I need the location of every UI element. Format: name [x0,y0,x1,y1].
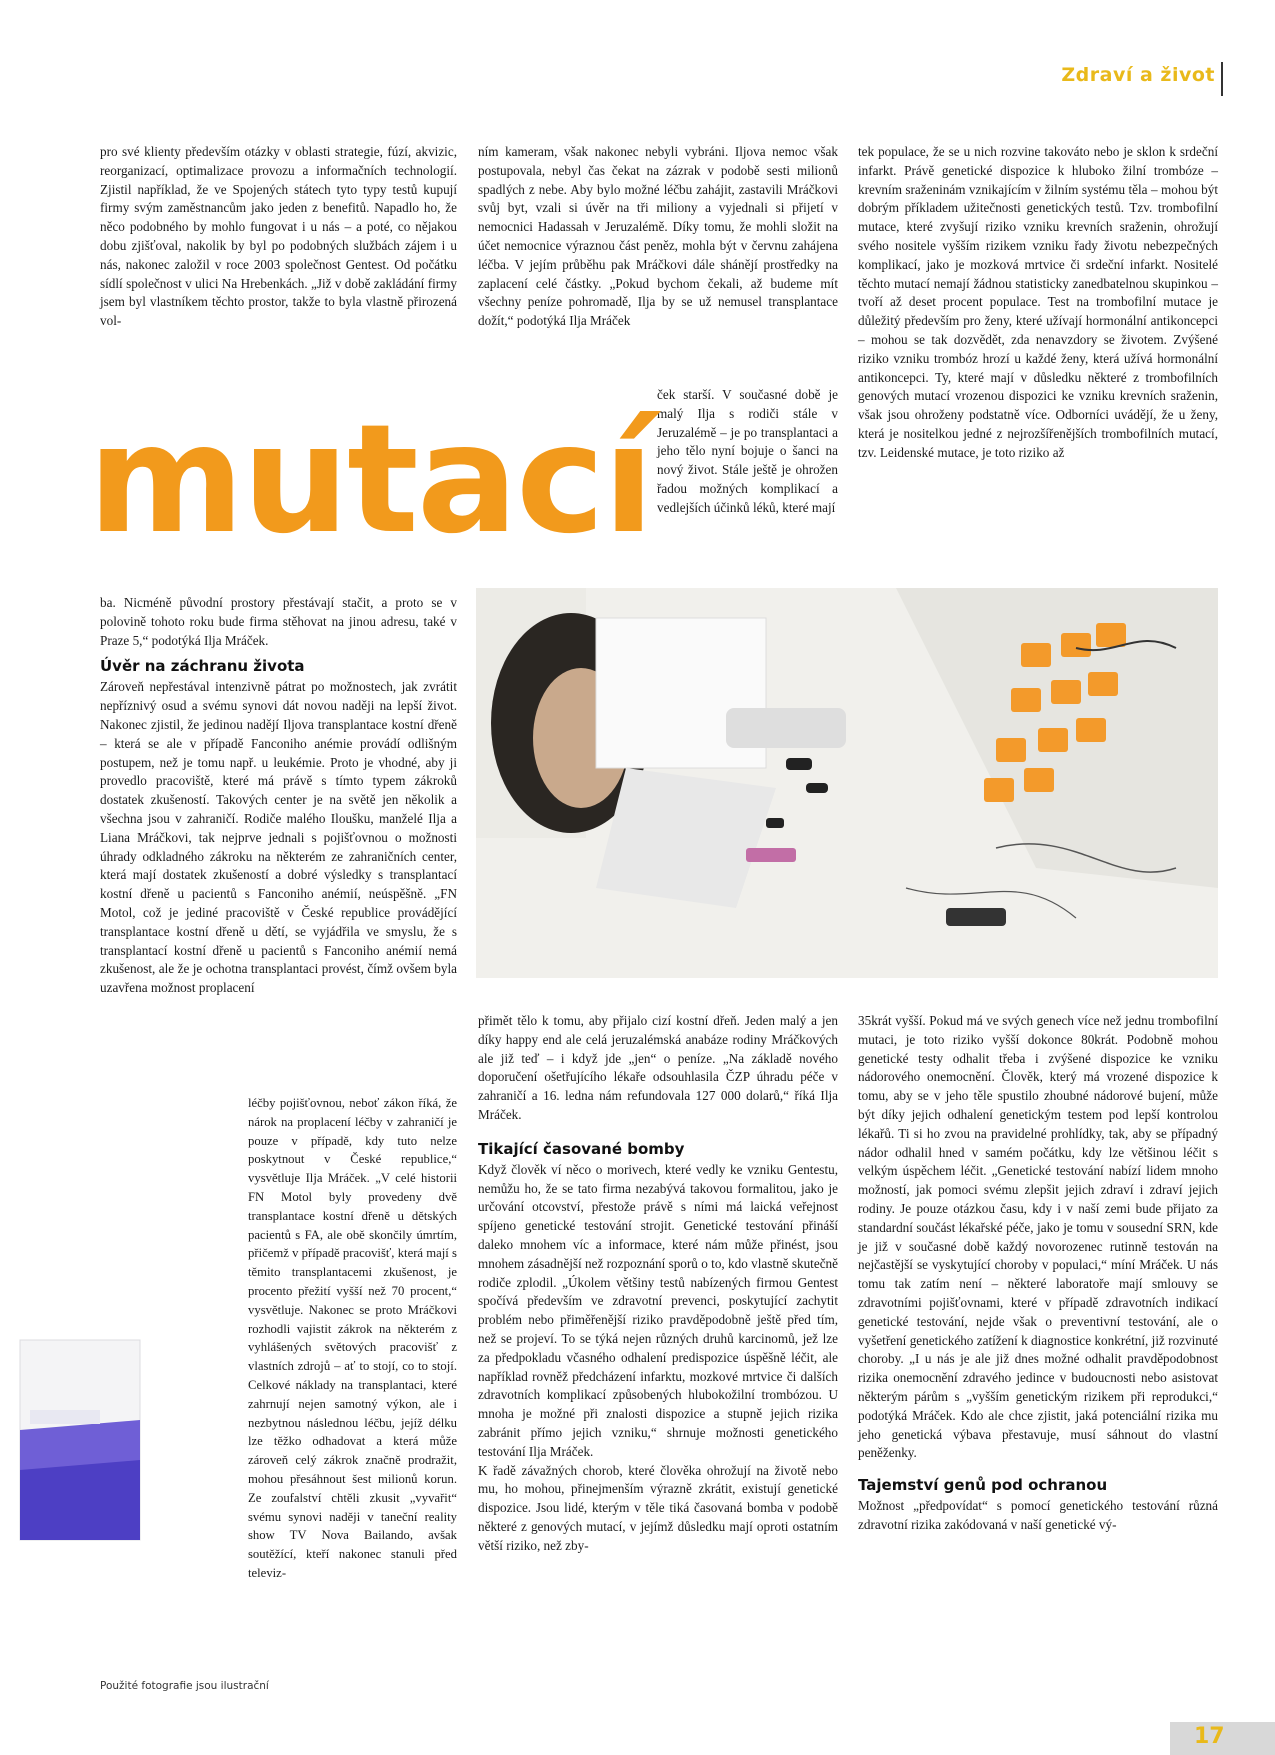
lab-photo [476,588,1218,978]
paragraph: ček starší. V současné době je malý Ilja s rodiči stále v Jeruzalémě – je po transplantaci a jeho tělo nyní bojuje o šanci na nový život. Stále ještě je ohrožen řadou možných komplikací a vedlejších účinků léků, které mají [657,387,838,515]
subheading: Tajemství genů pod ochranou [858,1476,1108,1495]
column-2-bottom [478,1012,838,1556]
subheading: Úvěr na záchranu života [100,657,305,676]
paragraph: ním kameram, však nakonec nebyli vybráni. Iljova nemoc však postupovala, nebyl čas čekat na zázrak v podobě sesti milionů spadlých z nebe. Aby bylo možné léčbu zahájit, zastavili Mráčkovi svůj byt, vzali si úvěr na tři miliony a vyjednali si přijetí v nemocnici Hadassah v Jeruzalémě. Díky tomu, že mohli složit na účet nemocnice výraznou část peněz, mohla být v červnu zahájena léčba. V jejím průběhu pak Mráčkovi dále shánějí prostředky na zaplacení celé částky. „Pokud bychom čekali, až budeme mít všechny peníze pohromadě, Ilja by se už nemusel transplantace dožít,“ podotýká Ilja Mráček [478,144,838,329]
section-label: Zdraví a život [1061,64,1215,86]
paragraph: tek populace, že se u nich rozvine takováto nebo je sklon k srdeční infarkt. Právě genetické dispozice k hluboko žilní trombóze – krevním sraženinám vznikajícím v žilním systému těla – mohou být dobrým příkladem užitečnosti genetických testů. Tzv. trombofilní mutace, které zvyšují riziko vzniku krevních sraženin, ohrožují svého nositele vyšším rizikem vzniku řady životu nebezpečných komplikací, jako je mozková mrtvice či srdeční infarkt. Nositelé těchto mutací nemají žádnou statisticky zanedbatelnou skupinkou – tvoří až deset procent populace. Test na trombofilní mutace je důležitý především pro ženy, které užívají hormonální antikoncepci – mohou se tak dozvědět, zda nenavzdory se životem. Zvýšené riziko vzniku trombóz hrozí u každé ženy, která užívá hormonální antikoncepci. Ty, které mají v důsledku některé z trombofilních genových mutací vrozenou dispozici ke vzniku krevních sraženin, však jsou ohroženy podstatně více. Odborníci uvádějí, že u ženy, která je nositelkou jedné z nejrozšířenějších trombofilních mutací, tzv. Leidenské mutace, je toto riziko až [858,144,1218,460]
paragraph: přimět tělo k tomu, aby přijalo cizí kostní dřeň. Jeden malý a jen díky happy end ale celá jeruzalémská anabáze rodiny Mráčkových ale již teď – i když jde „jen“ o peníze. „Na základě nového doporučení ošetřujícího lékaře odsouhlasila ČZP úhradu péče v zahraničí a 16. ledna nám refundovala 127 000 dolarů,“ říká Ilja Mráček. [478,1013,838,1122]
headline-word: mutací [88,393,653,567]
page-number-box [1170,1722,1275,1755]
column-1-mid [100,594,457,998]
subheading: Tikající časované bomby [478,1139,685,1158]
paragraph: Možnost „předpovídat“ s pomocí genetického testování různá zdravotní rizika zakódovaná v naší genetické vý- [858,1498,1218,1532]
paragraph: K řadě závažných chorob, které člověka ohrožují na životě nebo mu, ho mohou, přinejmenším výrazně zkrátit, existují genetické dispozice. Jsou lidé, kterým v těle tiká časovaná bomba v podobě některé z genových mutací, v jejímž důsledku mají oproti ostatním větší riziko, než zby- [478,1462,838,1553]
column-1-top [100,143,457,331]
column-3-bottom [858,1012,1218,1535]
photo-caption: Použité fotografie jsou ilustrační [100,1680,269,1692]
column-1-bottom [248,1094,457,1583]
column-2-mid [657,386,838,518]
flask-illustration [0,1300,165,1590]
paragraph: Když člověk ví něco o morivech, které vedly ke vzniku Gentestu, nemůžu ho, že se tato firma nezabývá takovou formalitou, jako je určování otcovství, přestože právě s ními má laická veřejnost spíjeno genetické testování strojit. Genetické testování přináší daleko mnohem víc a informace, které nám může přinést, jsou mnohem zásadnější než rozpoznání sporů o to, kdo vlastně skutečně rodiče zplodil. „Úkolem většiny testů nabízených firmou Gentest spočívá především ve zdravotní prevenci, poskytující zachytit problém nebo přiměřenější riziko pravděpodobně ještě před tím, než se projeví. To se týká nejen různých druhů karcinomů, jež lze za předpokladu včasného odhalení predispozice úspěšně léčit, ale například rovněž předcházení infarktu, mozkové mrtvice či dalších zdravotních komplikací způsobených hlubokožilní trombózou. U mnoha je možné při znalosti dispozice a stupně jejich rizika zabránit přímo jejich vzniku,“ shrnuje možnosti genetického testování Ilja Mráček. [478,1161,838,1459]
column-2-top [478,143,838,331]
page-number: 17 [1194,1724,1225,1749]
paragraph: Zároveň nepřestával intenzivně pátrat po možnostech, jak zvrátit nepříznivý osud a svému synovi dát novou naději na lepší život. Nakonec zjistil, že jedinou nadějí Iljova transplantace kostní dřeně – která se ale v případě Fanconiho anémie provádí odlišným postupem, než je tomu např. u leukémie. Proto je vhodné, aby ji provedlo pracoviště, které má právě s tímto typem zákroků dostatek zkušeností. Takových center je na světě jen několik a všechna jsou v zahraničí. Rodiče malého Iloušku, manželé Ilja a Liana Mráčkovi, tak nejprve jednali s pojišťovnou o možnosti úhrady odkladného zákroku na některém ze zahraničních center, která mají dostatek zkušeností a dobré výsledky s transplantací kostní dřeně u pacientů s Fanconiho anémií, neúspěšně. „FN Motol, což je jediné pracoviště v České republice provádějící transplantace kostní dřeně u dětí, se vyjádřila ve smyslu, že s transplantací kostní dřeně u pacientů s Fanconiho anémií nemá zkušenost, ale že je ochotna transplantaci provést, čímž ovšem byla uzavřena možnost proplacení [100,679,457,996]
paragraph: pro své klienty především otázky v oblasti strategie, fúzí, akvizic, reorganizací, optimalizace provozu a informačních technologií. Zjistil například, že ve Spojených státech tyto typy testů kupují firmy svým zaměstnancům jako jeden z benefitů. Napadlo ho, že něco podobného by mohlo fungovat i u nás – a poté, co nějakou dobu zjišťoval, nakolik by byl po podobných službách zájem i u nás, nakonec založil v roce 2003 společnost Gentest. Od počátku sídlí společnost v ulici Na Hrebenkách. „Již v době zakládání firmy jsem byl vlastníkem těchto prostor, takže to byla vlastně přirozená vol- [100,144,457,329]
paragraph: léčby pojišťovnou, neboť zákon říká, že nárok na proplacení léčby v zahraničí je pouze v případě, kdy tuto nelze poskytnout v České republice,“ vysvětluje Ilja Mráček. „V celé historii FN Motol byly provedeny dvě transplantace kostní dřeně u dětských pacientů s FA, ale obě skončily úmrtím, přičemž v případě pracovišť, která mají s těmito transplantacemi zkušenost, je procento přežití vyšší než 70 procent,“ vysvětluje. Nakonec se proto Mráčkovi rozhodli vajistit zákrok na některém z vyhlášených světových pracovišť z vlastních zdrojů – ať to stojí, co to stojí. Celkové náklady na transplantaci, které zahrnují nejen samotný výkon, ale i nezbytnou následnou léčbu, jejíž délku lze těžko odhadovat a která může zároveň celý zákrok značně prodražit, mohou přesáhnout šest milionů korun. Ze zoufalství chtěli zkusit „vyvařit“ svému synovi naději v taneční reality show TV Nova Bailando, avšak soutěžící, kteří nakonec stanuli před televiz- [248,1096,457,1580]
paragraph: 35krát vyšší. Pokud má ve svých genech více než jednu trombofilní mutaci, je toto riziko vyšší dokonce 80krát. Podobně mohou genetické testy odhalit třeba i zvýšené dispozice ke vzniku nádorového onemocnění. Člověk, který má vrozené dispozice k tomu, aby se v jeho těle spustilo zhoubné nádorové bujení, může být díky jejich odhalení genetickým testem pod lepší kontrolou lékařů. Ti si ho zvou na pravidelné prohlídky, tak, aby se případný nádor odhalil hned v samém počátku, kdy lze většinou léčit s velkým úspěchem léčit. „Genetické testování nabízí lidem mnoho možností, jak pomoci svému zlepšit jejich zdraví i zdraví jejich rodiny. Je pouze otázkou času, kdy i v naší zemi bude přijato za standardní součást lékařské péče, jako je tomu v sousední SRN, kde je již v současné době každý novorozenec rutinně testován na nejčastější se vyskytující choroby v populaci,“ míní Mráček. U nás tomu tak zatím není – některé laboratoře mají smlouvy se zdravotními pojišťovnami, které v případě zdravotních indikací genetické testování, nejde však o preventivní testování, ale o vyšetření genetického zatížení k diagnostice konkrétní, již rozvinuté choroby. „I u nás je ale již dnes možné odhalit pravděpodobnost rizika onemocnění zdravého jedince v budoucnosti nebo asistovat některým párům s „vyšším genetickým rizikem při reprodukci,“ podotýká Mráček. Kdo ale chce zjistit, jaká potenciální rizika mu jeho genetická výbava přestavuje, musí sáhnout do vlastní peněženky. [858,1013,1218,1461]
paragraph: ba. Nicméně původní prostory přestávají stačit, a proto se v polovině tohoto roku bude firma stěhovat na jinou adresu, také v Praze 5,“ podotýká Ilja Mráček. [100,595,457,648]
section-divider [1221,62,1223,96]
lab-photo-illustration [476,588,1218,978]
column-3-top [858,143,1218,463]
flask-photo [0,1300,165,1590]
